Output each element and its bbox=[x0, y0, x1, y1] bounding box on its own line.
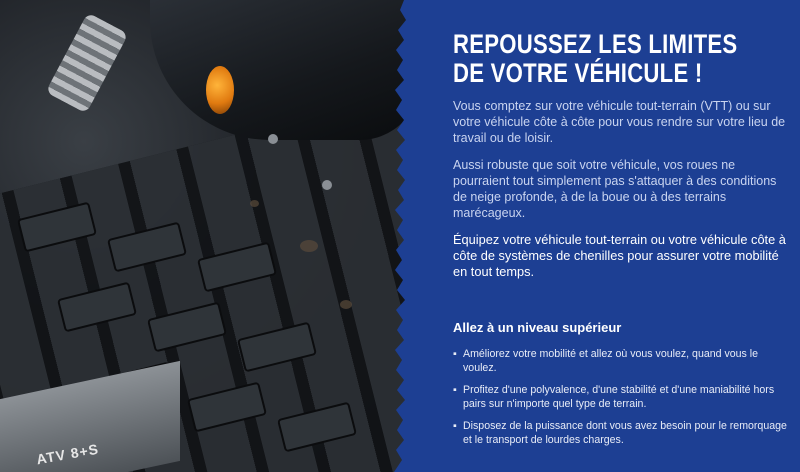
content-column bbox=[453, 30, 788, 456]
mud-splash bbox=[340, 300, 352, 309]
mud-splash bbox=[250, 200, 259, 207]
list-item bbox=[453, 348, 788, 375]
headline-line-2: DE VOTRE VÉHICULE ! bbox=[453, 58, 703, 88]
bolt bbox=[268, 134, 278, 144]
headline bbox=[453, 30, 797, 88]
bullet-square-icon: ▪ bbox=[453, 348, 457, 360]
list-item bbox=[453, 384, 788, 411]
list-item bbox=[453, 420, 788, 447]
section-title: Allez à un niveau supérieur bbox=[453, 320, 622, 335]
list-item-text: Disposez de la puissance dont vous avez besoin pour le remorquage et le transport de lourdes charges. bbox=[463, 420, 787, 446]
shock-absorber bbox=[46, 12, 129, 113]
intro-paragraph: Vous comptez sur votre véhicule tout-terrain (VTT) ou sur votre véhicule côte à côte pour vous rendre sur votre lieu de travail ou de loisir. bbox=[453, 99, 786, 145]
robustness-paragraph: Aussi robuste que soit votre véhicule, vos roues ne pourraient tout simplement pas s'attaquer à des conditions de neige profonde, à de la boue ou à des terrains marécageux. bbox=[453, 158, 777, 220]
jagged-divider bbox=[382, 0, 442, 472]
bullet-square-icon: ▪ bbox=[453, 420, 457, 432]
list-item-text: Améliorez votre mobilité et allez où vous voulez, quand vous le voulez. bbox=[463, 348, 759, 374]
benefits-list bbox=[453, 348, 788, 447]
orange-reflector bbox=[206, 66, 234, 114]
list-item-text: Profitez d'une polyvalence, d'une stabilité et d'une maniabilité hors pairs sur n'importe quel type de terrain. bbox=[463, 384, 775, 410]
mud-splash bbox=[300, 240, 318, 252]
equip-paragraph: Équipez votre véhicule tout-terrain ou votre véhicule côte à côte de systèmes de chenilles pour assurer votre mobilité en tout temps. bbox=[453, 232, 786, 279]
frame-label: ATV 8+S bbox=[35, 440, 101, 468]
vehicle-fender bbox=[150, 0, 420, 140]
bullet-square-icon: ▪ bbox=[453, 384, 457, 396]
headline-line-1: REPOUSSEZ LES LIMITES bbox=[453, 29, 738, 59]
bolt bbox=[322, 180, 332, 190]
